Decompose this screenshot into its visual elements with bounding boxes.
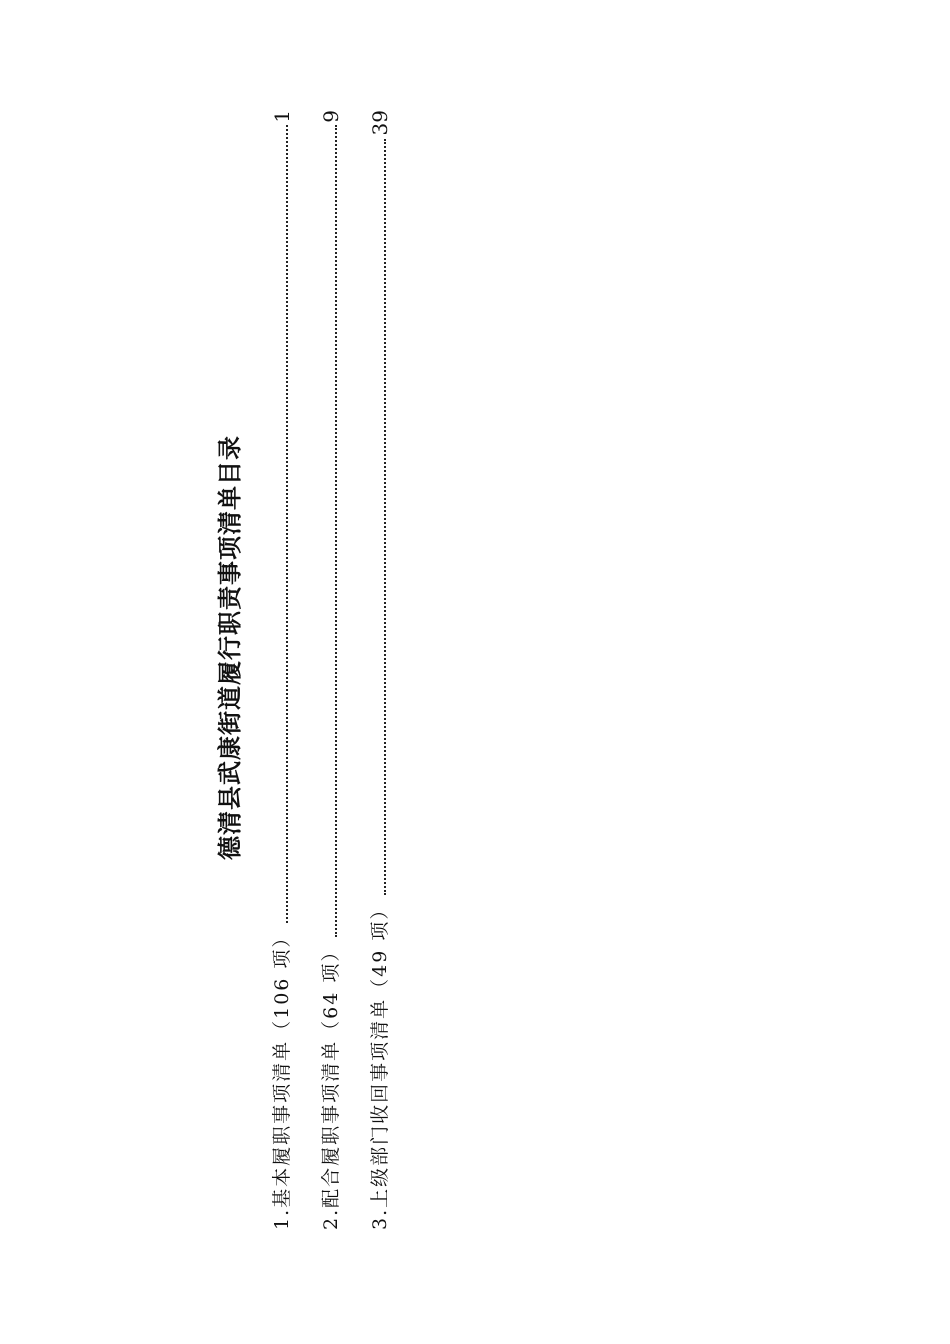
toc-entry-label: 3.上级部门收回事项清单（49 项）: [369, 898, 391, 1230]
toc-entry-label: 2.配合履职事项清单（64 项）: [320, 940, 342, 1230]
toc-entry-page-number: 1: [270, 110, 294, 123]
dot-leader: [285, 125, 288, 923]
toc-entry[interactable]: [311, 110, 343, 1230]
toc-entry-page-number: 9: [319, 110, 343, 123]
toc-entry[interactable]: [360, 110, 392, 1230]
toc-entry-label: 1.基本履职事项清单（106 项）: [271, 926, 293, 1230]
toc-entry-page-number: 39: [368, 110, 392, 136]
toc-title: 德清县武康街道履行职责事项清单目录: [215, 435, 244, 860]
dot-leader: [334, 125, 337, 937]
toc-entry[interactable]: [262, 110, 294, 1230]
dot-leader: [383, 139, 386, 894]
toc-rotated-content: [170, 100, 430, 1250]
